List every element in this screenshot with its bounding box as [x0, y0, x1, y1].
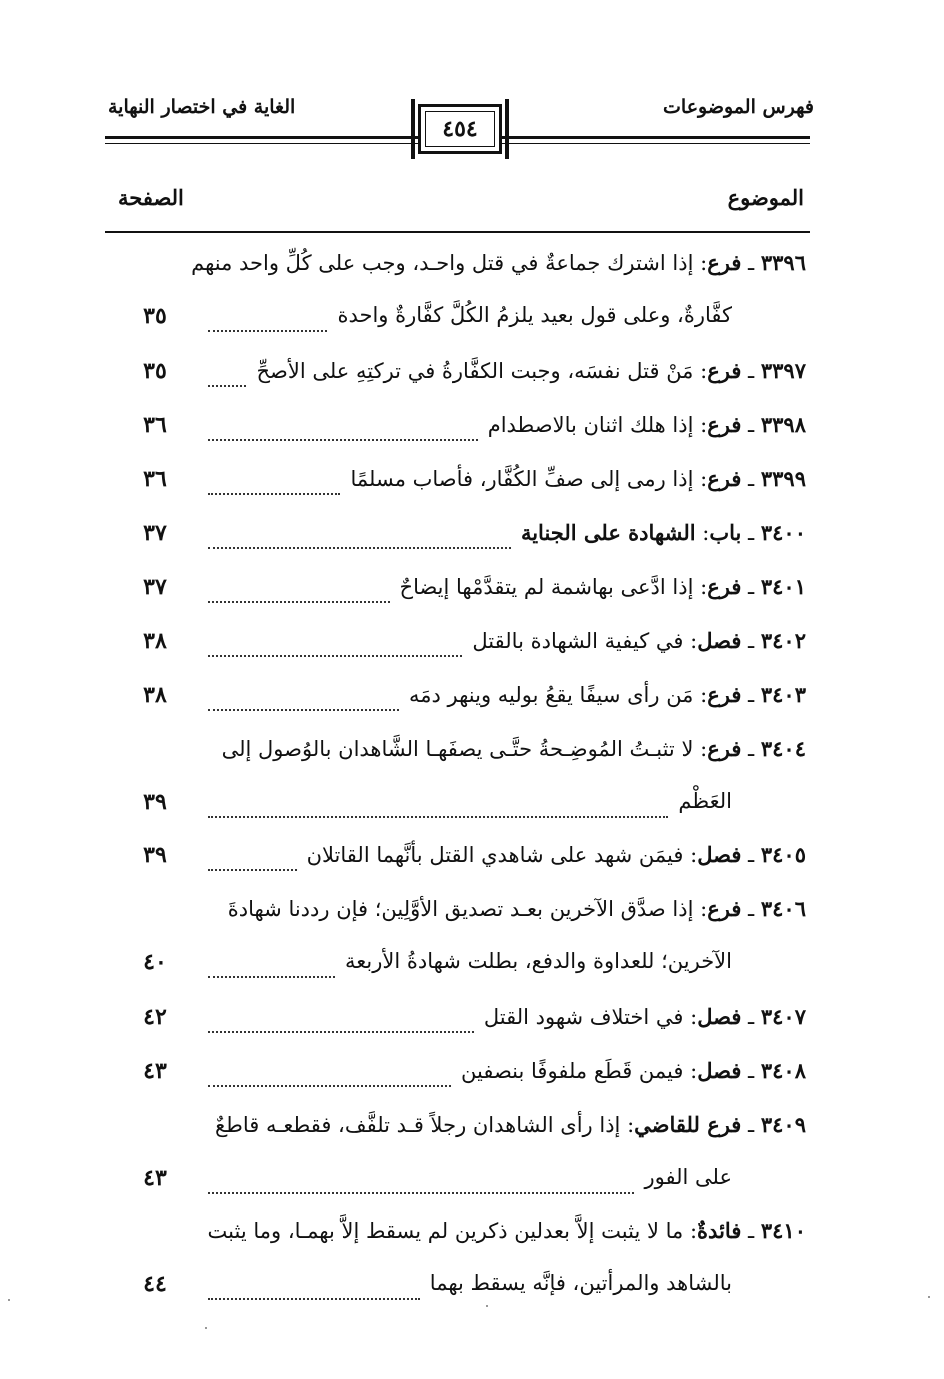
section-title: فهرس الموضوعات [663, 96, 814, 118]
dot-leader [208, 1192, 634, 1194]
column-headers [0, 185, 944, 225]
entry-kind: فرع [707, 574, 742, 599]
entry-number: ٣٤٠١ [760, 574, 806, 599]
entry-kind: فرع [707, 466, 742, 491]
entry-text: الشهادة على الجناية [520, 520, 696, 545]
entry-kind: باب [709, 520, 742, 545]
entry-number: ٣٣٩٧ [760, 358, 806, 383]
entry-number: ٣٤٠٩ [760, 1112, 806, 1137]
entry-text-continued: كفَّارةٌ، وعلى قول بعيد يلزمُ الكُلَّ كفَّارةٌ واحدة [337, 303, 732, 327]
dot-leader [208, 601, 390, 603]
dot-leader [208, 547, 511, 549]
entry-heading: ٣٤٠٢ ـ فصل: في كيفية الشهادة بالقتل [472, 628, 806, 653]
dot-leader [208, 709, 399, 711]
entry-text-continued: الآخرين؛ للعداوة والدفع، بطلت شهادةُ الأربعة [345, 949, 732, 973]
entry-heading: ٣٤٠٥ ـ فصل: فيمَن شهد على شاهدي القتل بأنَّهما القاتلان [306, 842, 806, 867]
entry-kind: فرع [707, 412, 742, 437]
entry-heading: ٣٤٠٨ ـ فصل: فيمن قَطَع ملفوفًا بنصفين [461, 1058, 806, 1083]
entry-number: ٣٤١٠ [760, 1218, 806, 1243]
entry-text: إذا هلك اثنان بالاصطدام [487, 413, 694, 437]
entry-heading: ٣٤٠٦ ـ فرع: إذا صدَّق الآخرين بعـد تصديق الأوَّلِين؛ فإن رددنا شهادةَ [227, 896, 806, 921]
entry-text: ما لا يثبت إلاَّ بعدلين ذكرين لم يسقط إلاَّ بهمـا، وما يثبت [207, 1219, 684, 1243]
entry-number: ٣٤٠٥ [760, 842, 806, 867]
entry-kind: فصل [697, 1058, 742, 1083]
column-header-page: الصفحة [118, 185, 184, 210]
column-header-rule [105, 231, 810, 233]
dot-leader [208, 976, 335, 978]
entry-number: ٣٤٠٠ [760, 520, 806, 545]
entry-kind: فرع للقاضي [634, 1112, 742, 1137]
entry-number: ٣٣٩٨ [760, 412, 806, 437]
entry-page-number: ٣٨ [143, 682, 167, 708]
dot-leader [208, 330, 327, 332]
book-title: الغاية في اختصار النهاية [108, 96, 296, 118]
entry-heading: ٣٤٠٤ ـ فرع: لا تثبـتُ المُوضِـحةُ حتَّـى يصفَهـا الشَّاهدان بالوُصول إلى [221, 736, 806, 761]
entry-heading: ٣٣٩٨ ـ فرع: إذا هلك اثنان بالاصطدام [487, 412, 806, 437]
entry-heading: ٣٤٠٠ ـ باب: الشهادة على الجناية [520, 520, 806, 545]
entry-kind: فرع [707, 736, 742, 761]
entry-page-number: ٣٩ [143, 842, 167, 868]
entry-text: إذا رمى إلى صفِّ الكُفَّار، فأصاب مسلمًا [350, 467, 694, 491]
page-header [0, 0, 944, 160]
entry-heading: ٣٤٠٩ ـ فرع للقاضي: إذا رأى الشاهدان رجلاً قـد تلفَّف، فقطعـه قاطعٌ [214, 1112, 806, 1137]
entry-text-continued: العَظْم [678, 789, 732, 813]
entry-text: في اختلاف شهود القتل [483, 1005, 684, 1029]
entry-kind: فرع [707, 682, 742, 707]
entry-number: ٣٤٠٢ [760, 628, 806, 653]
dot-leader [208, 655, 462, 657]
column-header-topic: الموضوع [727, 185, 804, 210]
page-number: ٤٥٤ [442, 116, 478, 142]
entry-page-number: ٣٨ [143, 628, 167, 654]
dot-leader [208, 816, 668, 818]
entry-heading: ٣٤٠٧ ـ فصل: في اختلاف شهود القتل [483, 1004, 806, 1029]
entry-kind: فصل [697, 842, 742, 867]
entry-text-continued: بالشاهد والمرأتين، فإنَّه يسقط بهما [429, 1271, 732, 1295]
entry-text: فيمَن شهد على شاهدي القتل بأنَّهما القاتلان [306, 843, 684, 867]
entry-text: مَنْ قتل نفسَه، وجبت الكفَّارةُ في تركتِهِ على الأصحِّ [256, 359, 694, 383]
entry-page-number: ٣٥ [143, 358, 167, 384]
dot-leader [208, 1031, 474, 1033]
entry-page-number: ٤٠ [143, 949, 167, 975]
entry-number: ٣٤٠٦ [760, 896, 806, 921]
entry-heading: ٣٣٩٧ ـ فرع: مَنْ قتل نفسَه، وجبت الكفَّارةُ في تركتِهِ على الأصحِّ [256, 358, 806, 383]
entry-number: ٣٤٠٧ [760, 1004, 806, 1029]
entry-kind: فرع [707, 358, 742, 383]
entry-text: مَن رأى سيفًا يقعُ بوليه وينهر دمَه [409, 683, 694, 707]
entry-number: ٣٤٠٨ [760, 1058, 806, 1083]
entry-heading: ٣٤٠١ ـ فرع: إذا ادَّعى بهاشمة لم يتقدَّمْها إيضاحٌ [399, 574, 806, 599]
entry-heading: ٣٤٠٣ ـ فرع: مَن رأى سيفًا يقعُ بوليه وينهر دمَه [409, 682, 806, 707]
dot-leader [208, 385, 246, 387]
entry-number: ٣٤٠٣ [760, 682, 806, 707]
dot-leader [208, 493, 340, 495]
entry-heading: ٣٣٩٦ ـ فرع: إذا اشترك جماعةٌ في قتل واحـد، وجب على كُلِّ واحد منهم [191, 250, 806, 275]
dot-leader [208, 1085, 451, 1087]
entry-kind: فرع [707, 896, 742, 921]
entry-page-number: ٣٧ [143, 574, 167, 600]
entry-text: في كيفية الشهادة بالقتل [472, 629, 684, 653]
entry-page-number: ٤٣ [143, 1165, 167, 1191]
entry-kind: فائدةٌ [697, 1218, 742, 1243]
entry-text: إذا رأى الشاهدان رجلاً قـد تلفَّف، فقطعـه قاطعٌ [214, 1113, 621, 1137]
entry-text: إذا ادَّعى بهاشمة لم يتقدَّمْها إيضاحٌ [399, 575, 694, 599]
dot-leader [208, 439, 478, 441]
entry-page-number: ٤٢ [143, 1004, 167, 1030]
entry-text-continued: على الفور [644, 1165, 732, 1189]
entry-page-number: ٤٣ [143, 1058, 167, 1084]
dot-leader [208, 869, 297, 871]
entry-page-number: ٣٦ [143, 466, 167, 492]
entry-number: ٣٤٠٤ [760, 736, 806, 761]
page-number-frame [418, 104, 502, 154]
entry-number: ٣٣٩٩ [760, 466, 806, 491]
entry-text: لا تثبـتُ المُوضِـحةُ حتَّـى يصفَهـا الشَّاهدان بالوُصول إلى [221, 737, 694, 761]
entry-kind: فرع [707, 250, 742, 275]
entry-text: فيمن قَطَع ملفوفًا بنصفين [461, 1059, 684, 1083]
entry-page-number: ٣٦ [143, 412, 167, 438]
entry-text: إذا اشترك جماعةٌ في قتل واحـد، وجب على كُلِّ واحد منهم [191, 251, 694, 275]
entry-page-number: ٣٥ [143, 303, 167, 329]
entry-page-number: ٤٤ [143, 1271, 167, 1297]
entry-heading: ٣٣٩٩ ـ فرع: إذا رمى إلى صفِّ الكُفَّار، فأصاب مسلمًا [350, 466, 806, 491]
entry-kind: فصل [697, 628, 742, 653]
entry-text: إذا صدَّق الآخرين بعـد تصديق الأوَّلِين؛ فإن رددنا شهادةَ [227, 897, 694, 921]
entry-heading: ٣٤١٠ ـ فائدةٌ: ما لا يثبت إلاَّ بعدلين ذكرين لم يسقط إلاَّ بهمـا، وما يثبت [207, 1218, 806, 1243]
dot-leader [208, 1298, 420, 1300]
entry-kind: فصل [697, 1004, 742, 1029]
entry-page-number: ٣٩ [143, 789, 167, 815]
entry-page-number: ٣٧ [143, 520, 167, 546]
entry-number: ٣٣٩٦ [760, 250, 806, 275]
